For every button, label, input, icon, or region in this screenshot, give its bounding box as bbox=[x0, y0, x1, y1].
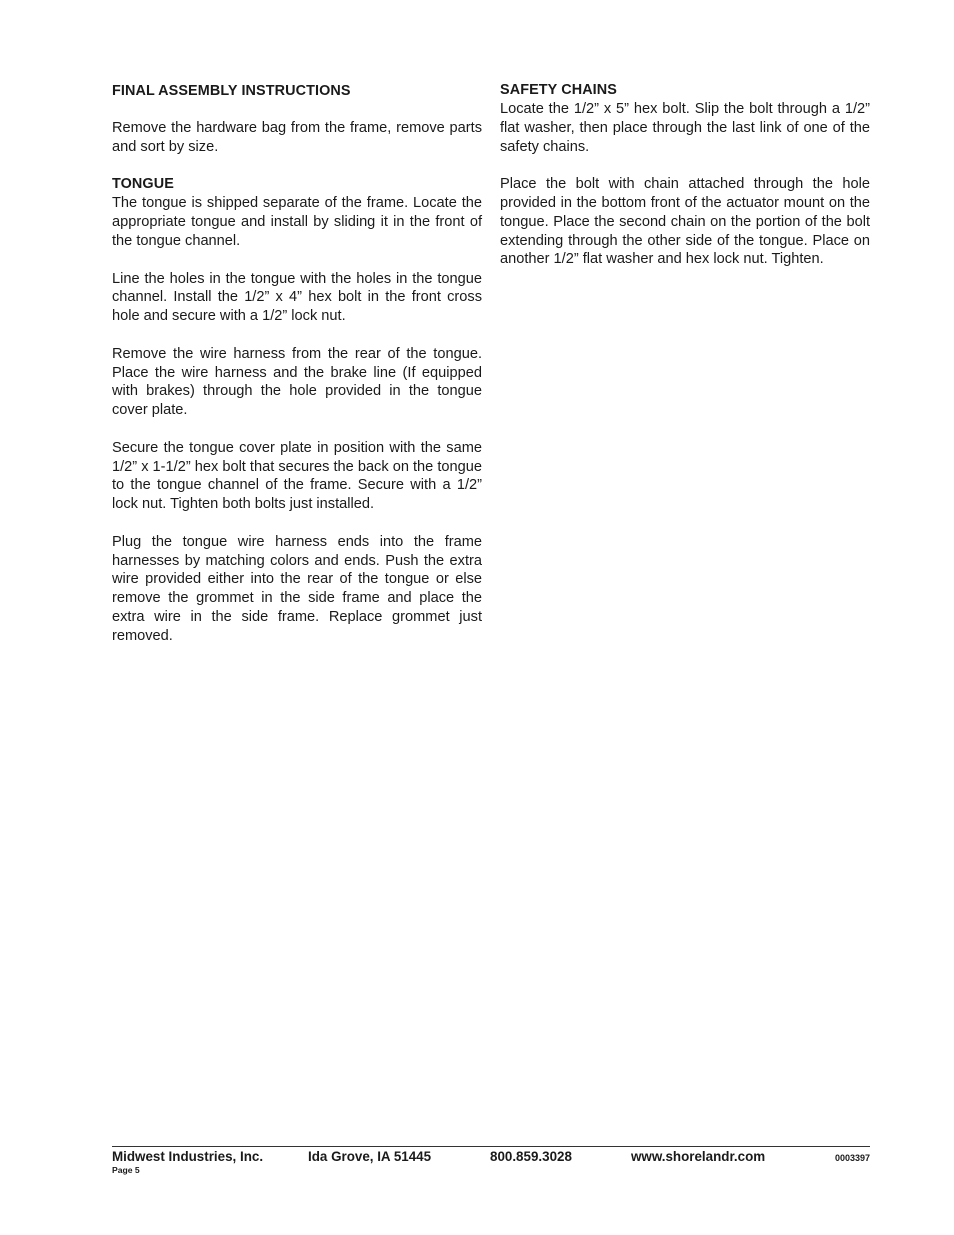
tongue-paragraph-3: Remove the wire harness from the rear of the tongue. Place the wire harness and the brake line (If equipped with brakes) through the hole provided in the tongue cover plate. bbox=[112, 345, 482, 419]
intro-paragraph: Remove the hardware bag from the frame, remove parts and sort by size. bbox=[112, 120, 482, 155]
section-heading-final-assembly: FINAL ASSEMBLY INSTRUCTIONS bbox=[112, 83, 351, 99]
footer-page-number: Page 5 bbox=[112, 1165, 140, 1175]
tongue-paragraph-4: Secure the tongue cover plate in position with the same 1/2” x 1-1/2” hex bolt that secures the back on the tongue to the tongue channel of the frame. Secure with a 1/2” lock nut. Tighten both bolts just installed. bbox=[112, 439, 482, 513]
safety-chains-paragraph-2: Place the bolt with chain attached through the hole provided in the bottom front of the actuator mount on the tongue. Place the second chain on the portion of the bolt extending through the other side of the tongue. Place on another 1/2” flat washer and hex lock nut. Tighten. bbox=[500, 176, 870, 268]
footer-phone: 800.859.3028 bbox=[490, 1149, 572, 1164]
section-heading-tongue: TONGUE bbox=[112, 176, 174, 193]
safety-chains-paragraph-1: Locate the 1/2” x 5” hex bolt. Slip the bolt through a 1/2” flat washer, then place through the last link of one of the safety chains. bbox=[500, 101, 870, 155]
section-heading-safety-chains: SAFETY CHAINS bbox=[500, 82, 617, 98]
footer-company: Midwest Industries, Inc. bbox=[112, 1149, 264, 1164]
tongue-paragraph-1: The tongue is shipped separate of the frame. Locate the appropriate tongue and install by sliding it in the front of the tongue channel. bbox=[112, 195, 482, 249]
left-column bbox=[112, 81, 482, 646]
page-footer bbox=[112, 1146, 870, 1175]
right-column bbox=[500, 81, 870, 269]
footer-doc-code: 0003397 bbox=[834, 1153, 870, 1163]
footer-row bbox=[112, 1147, 870, 1165]
footer-website: www.shorelandr.com bbox=[631, 1149, 766, 1164]
footer-city: Ida Grove, IA 51445 bbox=[308, 1149, 432, 1164]
tongue-paragraph-5: Plug the tongue wire harness ends into the frame harnesses by matching colors and ends. Push the extra wire provided either into the rear of the tongue or else remove the grommet in the side frame and place the extra wire in the side frame. Replace grommet just removed. bbox=[112, 533, 482, 644]
tongue-paragraph-2: Line the holes in the tongue with the holes in the tongue channel. Install the 1/2” x 4” hex bolt in the front cross hole and secure with a 1/2” lock nut. bbox=[112, 270, 482, 325]
